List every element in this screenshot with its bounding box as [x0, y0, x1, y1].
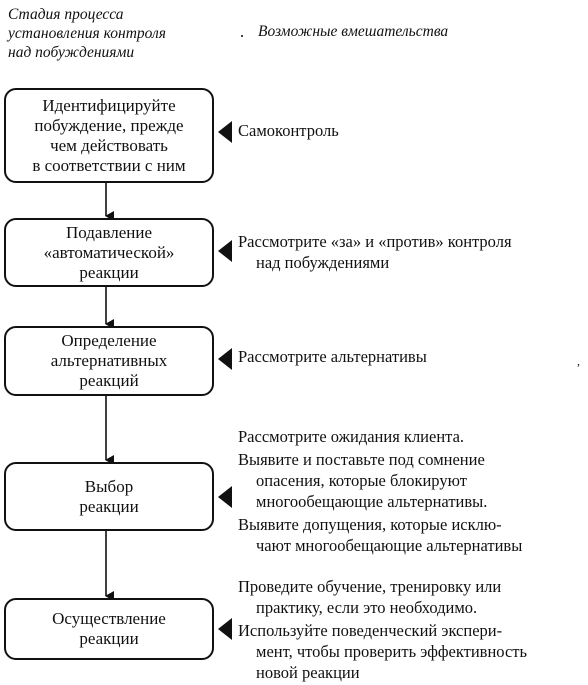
intervention-block-5: [238, 576, 584, 685]
intervention-item: Проведите обучение, тренировку или практику, если это необходимо.: [238, 577, 502, 617]
intervention-item: Самоконтроль: [238, 121, 339, 140]
intervention-block-2: [238, 231, 584, 275]
stage-column-header: Стадия процесса установления контроля над побуждениями: [8, 6, 166, 61]
stage-box-implement-reaction: Осуществление реакции: [4, 598, 214, 660]
intervention-item: Выявите допущения, которые исклю- чают многообещающие альтернативы: [238, 515, 523, 555]
stage-box-identify-urge: Идентифицируйте побуждение, прежде чем действовать в соответствии с ним: [4, 88, 214, 183]
intervention-block-4: [238, 426, 584, 558]
intervention-item: Рассмотрите ожидания клиента.: [238, 427, 465, 446]
interventions-column-header: Возможные вмешательства: [258, 23, 449, 40]
intervention-item: Выявите и поставьте под сомнение опасения, которые блокируют многообещающие альтернативы.: [238, 450, 488, 511]
pointer-triangle-5: [218, 618, 232, 640]
stray-mark: ,: [577, 354, 580, 368]
intervention-item: Используйте поведенческий экспери- мент, чтобы проверить эффективность новой реакции: [238, 621, 528, 682]
stage-box-choose-reaction: Выбор реакции: [4, 462, 214, 531]
pointer-triangle-3: [218, 348, 232, 370]
pointer-triangle-4: [218, 486, 232, 508]
pointer-triangle-1: [218, 121, 232, 143]
intervention-item: Рассмотрите альтернативы: [238, 347, 427, 366]
header-dot: [241, 35, 243, 37]
stage-box-define-alternatives: Определение альтернативных реакций: [4, 326, 214, 396]
intervention-block-3: [238, 346, 584, 369]
stage-box-suppress-reaction: Подавление «автоматической» реакции: [4, 218, 214, 287]
intervention-block-1: [238, 120, 584, 143]
pointer-triangle-2: [218, 240, 232, 262]
intervention-item: Рассмотрите «за» и «против» контроля над побуждениями: [238, 232, 512, 272]
